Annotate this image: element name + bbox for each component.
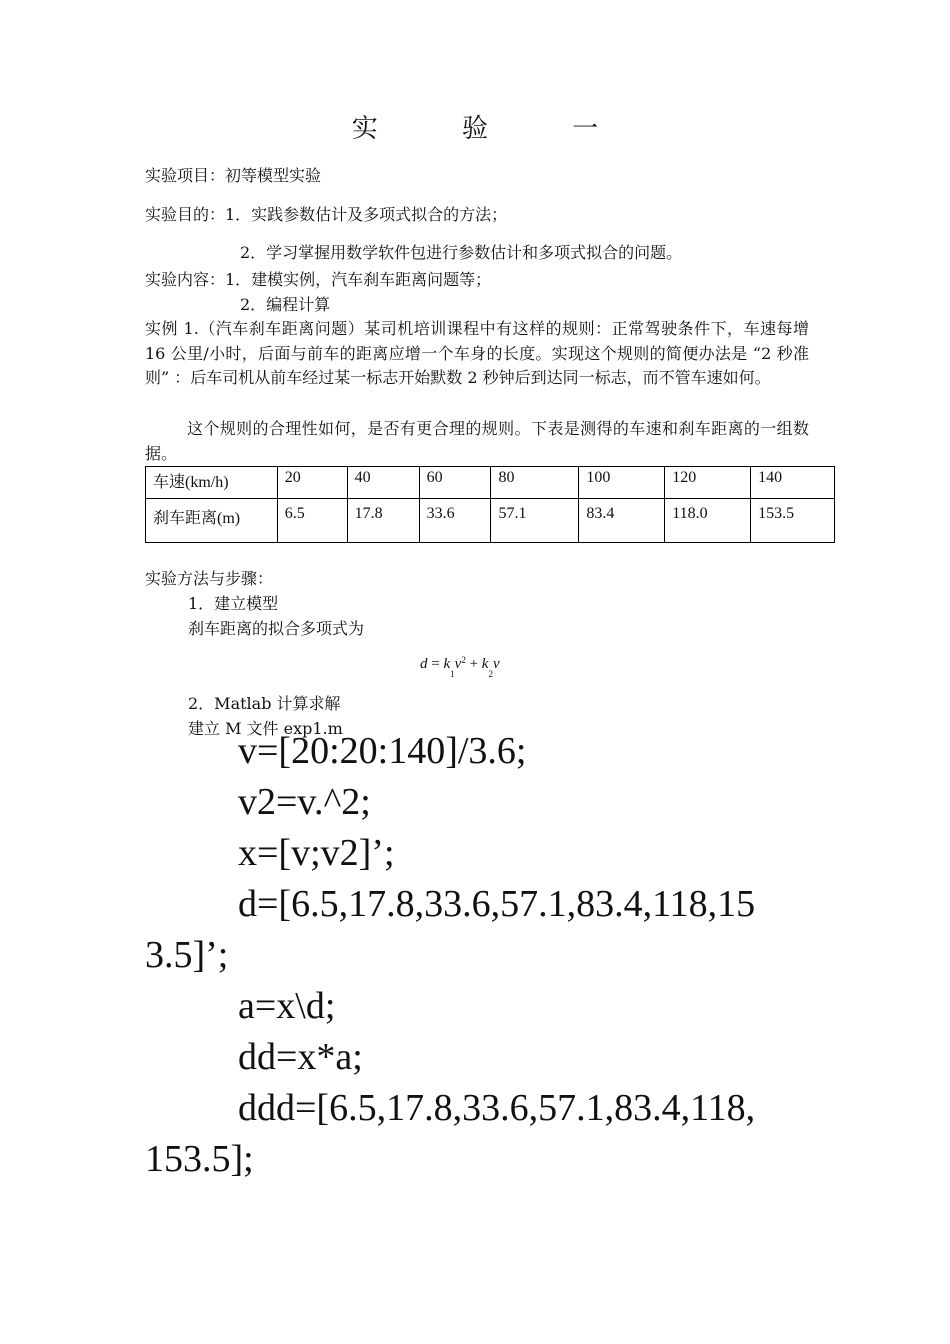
formula-v2: v bbox=[492, 656, 500, 672]
table-row bbox=[146, 499, 835, 543]
formula-lhs: d bbox=[420, 656, 428, 672]
step-1-heading: 1．建立模型 bbox=[188, 594, 279, 613]
table-cell: 20 bbox=[277, 467, 347, 499]
formula-equals: = bbox=[427, 656, 444, 672]
formula-v1: v bbox=[454, 656, 462, 672]
code-line: v=[20:20:140]/3.6; bbox=[238, 730, 527, 772]
table-cell: 33.6 bbox=[419, 499, 491, 543]
step-2-description: 建立 M 文件 exp1.m bbox=[188, 719, 343, 738]
table-cell: 120 bbox=[665, 467, 751, 499]
table-cell: 80 bbox=[491, 467, 579, 499]
experiment-content-2: 2．编程计算 bbox=[240, 295, 331, 314]
step-1-description: 刹车距离的拟合多项式为 bbox=[188, 619, 365, 638]
experiment-content-1: 实验内容：1．建模实例，汽车刹车距离问题等； bbox=[145, 270, 492, 289]
code-line: ddd=[6.5,17.8,33.6,57.1,83.4,118, bbox=[238, 1087, 756, 1129]
formula-plus: + bbox=[465, 656, 482, 672]
table-cell: 153.5 bbox=[751, 499, 835, 543]
speed-distance-table bbox=[145, 466, 835, 543]
formula-sub2: 2 bbox=[488, 669, 493, 679]
fit-formula bbox=[420, 655, 500, 679]
table-cell: 车速(km/h) bbox=[146, 467, 278, 499]
formula-sup: 2 bbox=[461, 655, 466, 665]
formula-sub1: 1 bbox=[450, 669, 455, 679]
table-cell: 118.0 bbox=[665, 499, 751, 543]
code-line: d=[6.5,17.8,33.6,57.1,83.4,118,15 bbox=[238, 883, 756, 925]
experiment-project: 实验项目：初等模型实验 bbox=[145, 166, 322, 185]
table-cell: 刹车距离(m) bbox=[146, 499, 278, 543]
experiment-purpose-1: 实验目的：1．实践参数估计及多项式拟合的方法； bbox=[145, 205, 508, 224]
code-line: v2=v.^2; bbox=[238, 781, 371, 823]
question-paragraph: 这个规则的合理性如何，是否有更合理的规则。下表是测得的车速和刹车距离的一组数据。 bbox=[145, 419, 809, 463]
experiment-purpose-2: 2．学习掌握用数学软件包进行参数估计和多项式拟合的问题。 bbox=[240, 243, 683, 262]
matlab-code-block bbox=[145, 726, 835, 1185]
table-cell: 100 bbox=[579, 467, 665, 499]
table-cell: 40 bbox=[347, 467, 419, 499]
table-cell: 60 bbox=[419, 467, 491, 499]
formula-k1: k bbox=[443, 656, 451, 672]
table-cell: 83.4 bbox=[579, 499, 665, 543]
example-paragraph: 实例 1.（汽车刹车距离问题）某司机培训课程中有这样的规则：正常驾驶条件下，车速每增 16 公里/小时，后面与前车的距离应增一个车身的长度。实现这个规则的简便办法是 “2 秒准则” ：后车司机从前车经过某一标志开始默数 2 秒钟后到达同一标志，而不管车速如何。 bbox=[145, 319, 809, 387]
step-2-heading: 2．Matlab 计算求解 bbox=[188, 694, 341, 713]
code-line: x=[v;v2]’; bbox=[238, 832, 395, 874]
table-cell: 17.8 bbox=[347, 499, 419, 543]
table-row bbox=[146, 467, 835, 499]
method-heading: 实验方法与步骤： bbox=[145, 569, 274, 588]
code-line: 3.5]’; bbox=[145, 934, 229, 976]
code-line: 153.5]; bbox=[145, 1138, 254, 1180]
code-line: dd=x*a; bbox=[238, 1036, 363, 1078]
table-cell: 140 bbox=[751, 467, 835, 499]
formula-k2: k bbox=[481, 656, 489, 672]
table-cell: 6.5 bbox=[277, 499, 347, 543]
code-line: a=x\d; bbox=[238, 985, 336, 1027]
page-title: 实 验 一 bbox=[351, 114, 637, 144]
table-cell: 57.1 bbox=[491, 499, 579, 543]
